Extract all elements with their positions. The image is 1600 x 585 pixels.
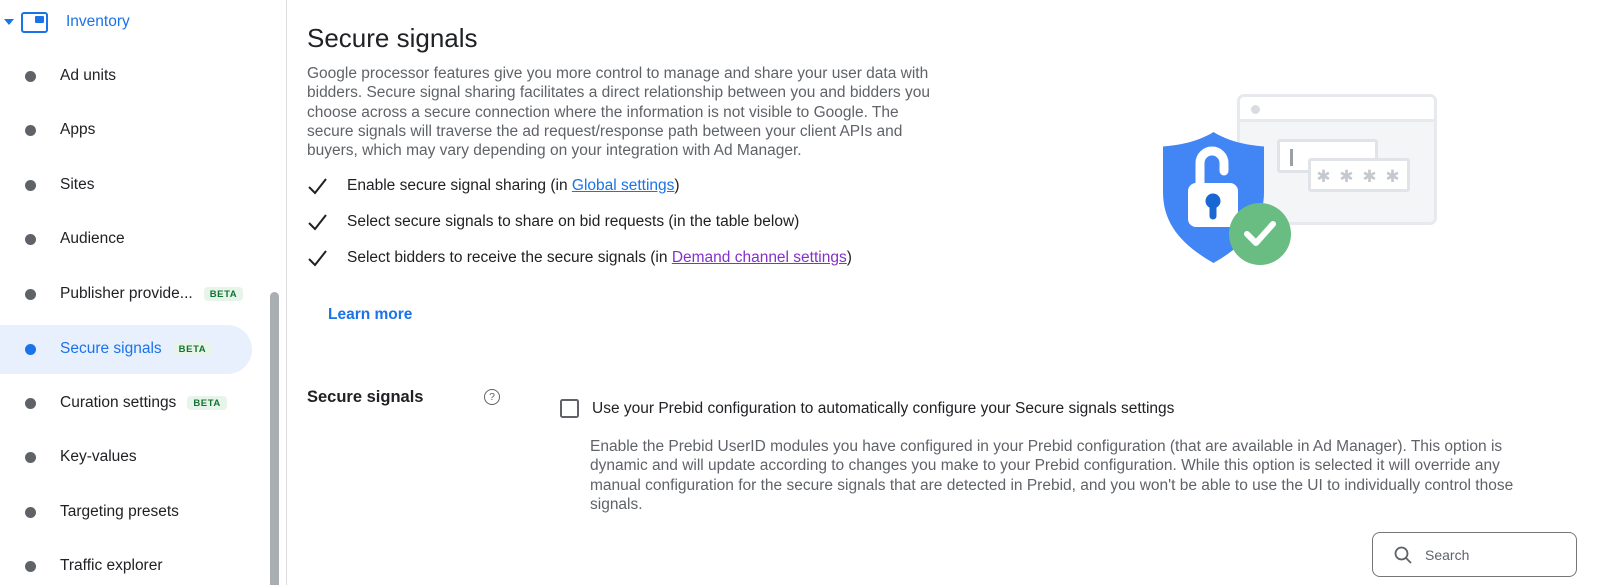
bullet-icon xyxy=(25,507,36,518)
check-circle-icon xyxy=(1229,203,1291,265)
window-dot-icon xyxy=(1251,105,1260,114)
sidebar-item-label: Key-values xyxy=(60,448,137,465)
learn-more-link[interactable]: Learn more xyxy=(328,306,413,323)
prebid-config-checkbox-label[interactable]: Use your Prebid configuration to automatically configure your Secure signals settings xyxy=(592,400,1175,417)
bullet-icon xyxy=(25,452,36,463)
sidebar-item-label: Traffic explorer xyxy=(60,557,163,574)
checklist-item-select-bidders xyxy=(307,240,947,276)
sidebar-item-apps[interactable] xyxy=(0,106,252,155)
bullet-icon xyxy=(25,125,36,136)
inventory-icon xyxy=(21,12,48,33)
sidebar-item-targeting-presets[interactable] xyxy=(0,488,252,537)
sidebar-divider xyxy=(286,0,287,585)
sidebar-item-label: Targeting presets xyxy=(60,503,179,520)
sidebar-item-publisher-provided[interactable] xyxy=(0,270,252,319)
sidebar-item-sites[interactable] xyxy=(0,161,252,210)
checklist-text: Select bidders to receive the secure signals (in Demand channel settings) xyxy=(347,249,852,266)
checkmark-icon xyxy=(307,177,333,195)
page-title: Secure signals xyxy=(307,23,478,53)
checklist-item-enable-sharing xyxy=(307,168,947,204)
bullet-icon xyxy=(25,344,36,355)
sidebar-item-label: Sites xyxy=(60,176,95,193)
page-description: Google processor features give you more control to manage and share your user data with bidders. Secure signal sharing facilitates a direct relationship between you and bidders you choose across a secure connection where the information is not visible to Google. The secure signals will traverse the ad request/response path between your client APIs and buyers, which may vary depending on your integration with Ad Manager. xyxy=(307,65,930,160)
bullet-icon xyxy=(25,234,36,245)
sidebar-item-label: Ad units xyxy=(60,67,117,84)
password-field-graphic xyxy=(1308,158,1410,192)
prebid-config-description: Enable the Prebid UserID modules you have configured in your Prebid configuration (that are available in Ad Manager). This option is dynamic and will update according to changes you make to your Prebid configuration. While this option is selected it will override any manual configuration for the secure signals that are detected in Prebid, and you won't be able to use the UI to individually control those signals. xyxy=(590,438,1514,513)
sidebar-item-label: Curation settings xyxy=(60,394,177,411)
search-input[interactable] xyxy=(1425,547,1565,563)
demand-channel-settings-link[interactable]: Demand channel settings xyxy=(671,249,847,266)
bullet-icon xyxy=(25,289,36,300)
bullet-icon xyxy=(25,561,36,572)
checklist-text: Enable secure signal sharing (in Global settings) xyxy=(347,177,680,194)
table-search-box[interactable] xyxy=(1372,532,1577,577)
prebid-config-checkbox[interactable] xyxy=(560,399,579,418)
sidebar-scrollbar[interactable] xyxy=(270,292,279,585)
checklist-text: Select secure signals to share on bid requests (in the table below) xyxy=(347,213,800,230)
beta-badge: BETA xyxy=(187,396,227,411)
checkmark-icon xyxy=(307,213,333,231)
global-settings-link[interactable]: Global settings xyxy=(571,177,675,194)
setup-checklist xyxy=(307,168,947,276)
checklist-item-select-signals xyxy=(307,204,947,240)
text-cursor-graphic xyxy=(1290,149,1293,166)
inventory-sidebar xyxy=(0,0,286,585)
help-icon[interactable]: ? xyxy=(484,389,500,405)
window-titlebar-graphic xyxy=(1240,97,1434,122)
bullet-icon xyxy=(25,398,36,409)
sidebar-item-audience[interactable] xyxy=(0,215,252,264)
collapse-arrow-icon[interactable] xyxy=(4,19,14,25)
search-icon xyxy=(1393,545,1413,565)
sidebar-item-curation-settings[interactable] xyxy=(0,379,252,428)
beta-badge: BETA xyxy=(204,287,244,302)
sidebar-item-label: Audience xyxy=(60,230,125,247)
sidebar-item-label: Secure signals xyxy=(60,340,162,357)
secure-signals-illustration xyxy=(1155,90,1445,270)
sidebar-inventory-label: Inventory xyxy=(66,13,130,30)
sidebar-item-label: Publisher provide... xyxy=(60,285,193,302)
sidebar-item-secure-signals[interactable] xyxy=(0,325,252,374)
secure-signals-section-label: Secure signals xyxy=(307,388,424,406)
sidebar-item-ad-units[interactable] xyxy=(0,52,252,101)
password-mask-text: ✱ ✱ ✱ ✱ xyxy=(1316,167,1402,186)
checkmark-icon xyxy=(307,249,333,267)
sidebar-item-label: Apps xyxy=(60,121,96,138)
bullet-icon xyxy=(25,71,36,82)
beta-badge: BETA xyxy=(173,342,213,357)
bullet-icon xyxy=(25,180,36,191)
sidebar-item-key-values[interactable] xyxy=(0,433,252,482)
sidebar-item-traffic-explorer[interactable] xyxy=(0,542,252,585)
sidebar-item-inventory[interactable] xyxy=(0,0,252,44)
